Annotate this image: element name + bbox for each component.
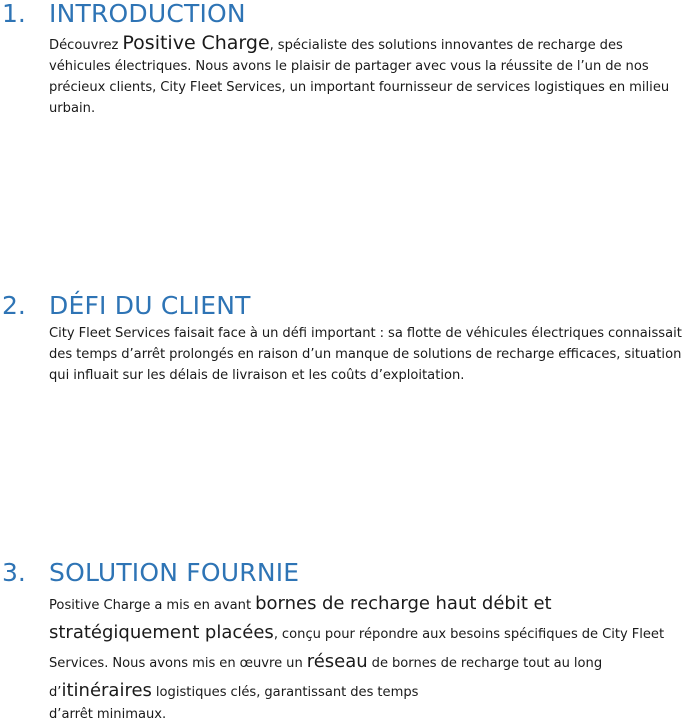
section-title: DÉFI DU CLIENT	[49, 291, 251, 320]
section-title: SOLUTION FOURNIE	[49, 558, 300, 587]
paragraph-text: Positive Charge a mis en avant	[49, 598, 256, 613]
emphasis-text: bornes de recharge haut débit et stratégiquement placées	[49, 593, 552, 643]
emphasis-text: réseau	[306, 651, 368, 672]
section-client-challenge	[0, 289, 683, 386]
section-solution	[0, 556, 683, 724]
section-heading	[0, 556, 683, 590]
section-number: 1.	[2, 0, 26, 28]
paragraph-text: , conçu pour répondre aux besoins spécifiques de City Fleet Services. Nous avons mis en œuvre un	[49, 627, 665, 671]
section-heading	[0, 289, 683, 323]
emphasis-text: itinéraires	[61, 680, 152, 701]
section-number: 3.	[2, 558, 26, 587]
paragraph-text: logistiques clés, garantissant des temps	[151, 685, 419, 700]
paragraph-text: Découvrez	[49, 38, 123, 53]
section-heading	[0, 0, 683, 31]
section-paragraph	[49, 323, 683, 386]
section-title: INTRODUCTION	[49, 0, 246, 28]
paragraph-text: de bornes de recharge tout au long d’	[49, 656, 603, 700]
section-paragraph	[49, 590, 683, 724]
section-number: 2.	[2, 291, 26, 320]
paragraph-text: City Fleet Services faisait face à un défi important : sa flotte de véhicules électriques connaissait des temps d’arrêt prolongés en raison d’un manque de solutions de recharge efficaces, situation qui influait sur les délais de livraison et les coûts d’exploitation.	[49, 326, 682, 383]
section-introduction	[0, 0, 683, 119]
paragraph-text: d’arrêt minimaux.	[49, 707, 167, 722]
paragraph-text: , spécialiste des solutions innovantes de recharge des véhicules électriques. Nous avons le plaisir de partager avec vous la réussite de l’un de nos précieux clients, City Fleet Services, un important fournisseur de services logistiques en milieu urbain.	[49, 38, 670, 116]
section-paragraph	[49, 33, 683, 119]
company-name-emphasis: Positive Charge	[122, 32, 270, 54]
